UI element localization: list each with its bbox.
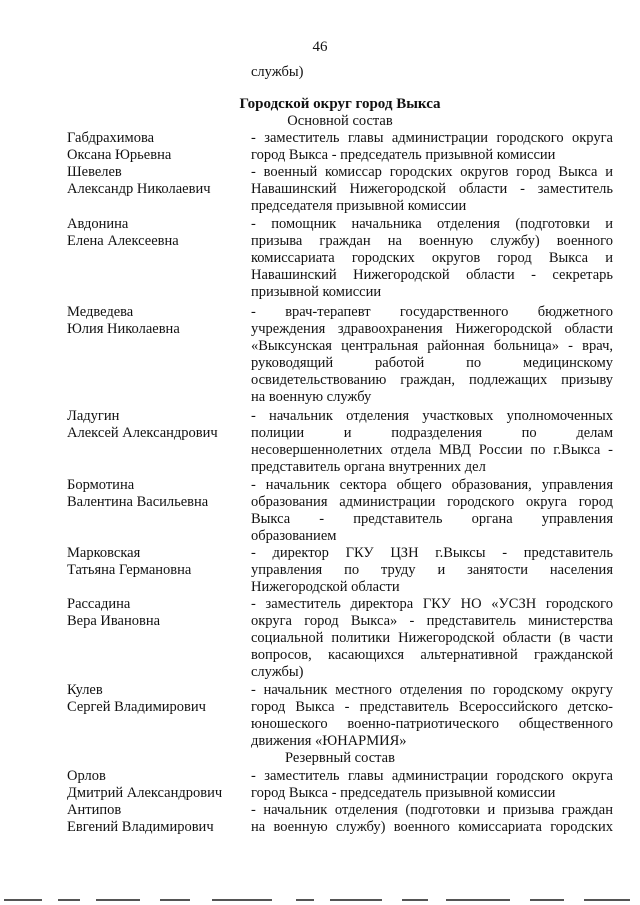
role-line: движения «ЮНАРМИЯ» xyxy=(251,733,407,749)
role-line: образованием xyxy=(251,528,337,544)
role-line: Навашинский Нижегородской области - секретарь xyxy=(251,267,613,283)
member-given-names: Алексей Александрович xyxy=(67,425,218,441)
member-given-names: Юлия Николаевна xyxy=(67,321,180,337)
role-line: - заместитель главы администрации городского округа xyxy=(251,768,613,784)
member-role xyxy=(251,304,613,406)
role-line: социальной политики Нижегородской области (в части xyxy=(251,630,613,646)
member-surname: Орлов xyxy=(67,768,106,784)
member-surname: Ладугин xyxy=(67,408,120,424)
member-given-names: Александр Николаевич xyxy=(67,181,211,197)
member-role xyxy=(251,477,613,545)
main-composition-heading: Основной состав xyxy=(287,113,393,129)
member-role xyxy=(251,130,613,164)
member-surname: Шевелев xyxy=(67,164,122,180)
member-surname: Кулев xyxy=(67,682,103,698)
role-line: - начальник местного отделения по городскому округу xyxy=(251,682,613,698)
role-line: на военную службу) военного комиссариата городских xyxy=(251,819,613,835)
role-line: - военный комиссар городских округов город Выкса и xyxy=(251,164,613,180)
reserve-composition-heading: Резервный состав xyxy=(285,750,395,766)
member-role xyxy=(251,545,613,596)
role-line: - помощник начальника отделения (подготовки и xyxy=(251,216,613,232)
member-surname: Антипов xyxy=(67,802,122,818)
role-line: призывной комиссии xyxy=(251,284,382,300)
page-number: 46 xyxy=(312,39,328,55)
member-surname: Марковская xyxy=(67,545,141,561)
role-line: - начальник отделения (подготовки и призыва граждан xyxy=(251,802,613,818)
role-line: председателя призывной комиссии xyxy=(251,198,467,214)
role-line: город Выкса - председатель призывной комиссии xyxy=(251,785,556,801)
role-line: - заместитель директора ГКУ НО «УСЗН городского xyxy=(251,596,613,612)
role-line: образования администрации городского округа город xyxy=(251,494,613,510)
continuation-text: службы) xyxy=(251,64,304,80)
role-line: представитель органа внутренних дел xyxy=(251,459,486,475)
member-given-names: Татьяна Германовна xyxy=(67,562,192,578)
role-line: - директор ГКУ ЦЗН г.Выксы - представитель xyxy=(251,545,613,561)
role-line: призыва граждан на военную службу) военного xyxy=(251,233,613,249)
member-given-names: Валентина Васильевна xyxy=(67,494,209,510)
member-role xyxy=(251,408,613,476)
role-line: Навашинский Нижегородской области - заместитель xyxy=(251,181,613,197)
role-line: несовершеннолетних отдела МВД России по г.Выкса - xyxy=(251,442,613,458)
member-given-names: Вера Ивановна xyxy=(67,613,161,629)
member-surname: Медведева xyxy=(67,304,134,320)
role-line: «Выксунская центральная районная больница» - врач, xyxy=(251,338,613,354)
role-line: - заместитель главы администрации городского округа xyxy=(251,130,613,146)
member-role xyxy=(251,802,613,836)
member-surname: Авдонина xyxy=(67,216,129,232)
role-line: полиции и подразделения по делам xyxy=(251,425,613,441)
member-role xyxy=(251,596,613,681)
role-line: город Выкса - представитель Всероссийского детско- xyxy=(251,699,613,715)
role-line: службы) xyxy=(251,664,304,680)
role-line: - начальник сектора общего образования, управления xyxy=(251,477,613,493)
district-title: Городской округ город Выкса xyxy=(239,96,441,112)
role-line: город Выкса - председатель призывной комиссии xyxy=(251,147,556,163)
member-given-names: Оксана Юрьевна xyxy=(67,147,172,163)
member-given-names: Елена Алексеевна xyxy=(67,233,179,249)
member-surname: Габдрахимова xyxy=(67,130,155,146)
role-line: вопросов, касающихся альтернативной гражданской xyxy=(251,647,613,663)
role-line: управления по труду и занятости населения xyxy=(251,562,613,578)
member-role xyxy=(251,216,613,301)
role-line: - врач-терапевт государственного бюджетного xyxy=(251,304,613,320)
role-line: освидетельствованию граждан, подлежащих призыву xyxy=(251,372,613,388)
role-line: учреждения здравоохранения Нижегородской области xyxy=(251,321,613,337)
role-line: Выкса - представитель органа управления xyxy=(251,511,613,527)
role-line: Нижегородской области xyxy=(251,579,400,595)
role-line: на военную службу xyxy=(251,389,372,405)
member-role xyxy=(251,768,613,802)
role-line: - начальник отделения участковых уполномоченных xyxy=(251,408,613,424)
member-given-names: Дмитрий Александрович xyxy=(67,785,223,801)
scan-edge-artifact xyxy=(0,896,640,905)
role-line: руководящий работой по медицинскому xyxy=(251,355,613,371)
member-given-names: Евгений Владимирович xyxy=(67,819,214,835)
member-surname: Рассадина xyxy=(67,596,131,612)
member-role xyxy=(251,682,613,750)
role-line: юношеского военно-патриотического общественного xyxy=(251,716,613,732)
member-given-names: Сергей Владимирович xyxy=(67,699,206,715)
member-surname: Бормотина xyxy=(67,477,135,493)
role-line: округа город Выкса» - представитель министерства xyxy=(251,613,613,629)
role-line: комиссариата городских округов город Выкса и xyxy=(251,250,613,266)
member-role xyxy=(251,164,613,215)
